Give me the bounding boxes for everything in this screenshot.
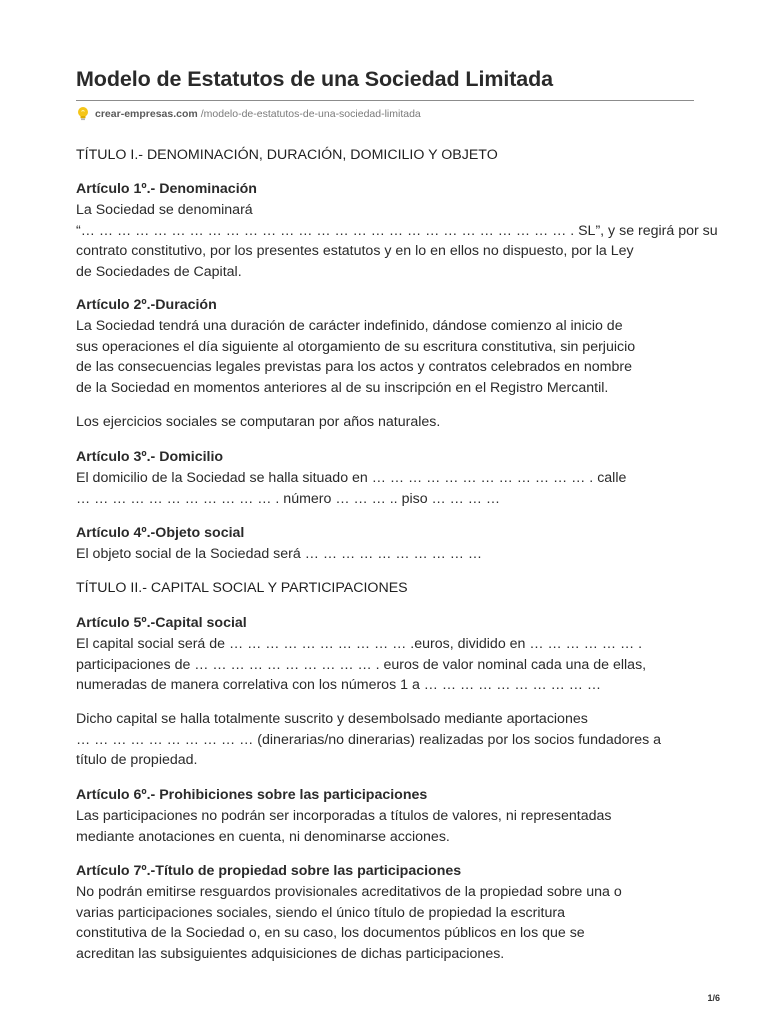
text-line: … … … … … … … … … … … . número … … … .. piso … … … … [76, 490, 501, 507]
article-2-extra: Los ejercicios sociales se computaran por años naturales. [76, 414, 441, 430]
article-4-heading: Artículo 4º.-Objeto social [76, 525, 245, 541]
title-i-heading: TÍTULO I.- DENOMINACIÓN, DURACIÓN, DOMICILIO Y OBJETO [76, 147, 498, 163]
article-3-heading: Artículo 3º.- Domicilio [76, 449, 224, 465]
text-line: El objeto social de la Sociedad será … … … … … … … … … … [76, 546, 483, 562]
article-5-heading: Artículo 5º.-Capital social [76, 615, 247, 631]
text-line: contrato constitutivo, por los presentes estatutos y en lo en ellos no dispuesto, por la Ley [76, 243, 634, 260]
article-7-text [76, 882, 694, 965]
article-6-text [76, 806, 694, 847]
text-line: sus operaciones el día siguiente al otorgamiento de su escritura constitutiva, sin perjuicio [76, 338, 636, 355]
text-line: Las participaciones no podrán ser incorporadas a títulos de valores, ni representadas [76, 808, 612, 824]
page-number: 1/6 [707, 993, 720, 1003]
text-line: numeradas de manera correlativa con los números 1 a … … … … … … … … … … [76, 677, 602, 694]
source-domain[interactable]: crear-empresas.com [95, 108, 198, 120]
text-line: La Sociedad se denominará [76, 202, 253, 218]
text-line: Dicho capital se halla totalmente suscrito y desembolsado mediante aportaciones [76, 711, 588, 727]
text-line: El domicilio de la Sociedad se halla situado en … … … … … … … … … … … … . calle [76, 470, 627, 486]
article-2-text [76, 316, 694, 399]
article-5-extra [76, 709, 694, 771]
text-line: … … … … … … … … … … (dinerarias/no dinerarias) realizadas por los socios fundadores a [76, 731, 662, 748]
text-line: de Sociedades de Capital. [76, 264, 242, 281]
text-line: El capital social será de … … … … … … … … … … .euros, dividido en … … … … … … . [76, 636, 643, 652]
article-1-heading: Artículo 1º.- Denominación [76, 181, 257, 197]
article-3-text [76, 468, 694, 509]
text-line: de las consecuencias legales previstas para los actos y contratos celebrados en nombre [76, 359, 632, 376]
text-line: mediante anotaciones en cuenta, ni denominarse acciones. [76, 828, 450, 845]
text-line: varias participaciones sociales, siendo el único título de propiedad la escritura [76, 904, 565, 921]
text-line: de la Sociedad en momentos anteriores al de su inscripción en el Registro Mercantil. [76, 380, 609, 397]
article-4-text [76, 544, 694, 565]
source-path[interactable]: /modelo-de-estatutos-de-una-sociedad-limitada [200, 108, 421, 120]
article-2-heading: Artículo 2º.-Duración [76, 297, 217, 313]
text-line: título de propiedad. [76, 752, 198, 769]
text-line: La Sociedad tendrá una duración de carácter indefinido, dándose comienzo al inicio de [76, 318, 623, 334]
text-line: No podrán emitirse resguardos provisionales acreditativos de la propiedad sobre una o [76, 884, 622, 900]
article-1-text [76, 200, 718, 283]
text-line: constitutiva de la Sociedad o, en su caso, los documentos públicos en los que se [76, 925, 585, 942]
document-title: Modelo de Estatutos de una Sociedad Limitada [76, 67, 554, 91]
text-line: acreditan las subsiguientes adquisiciones de dichas participaciones. [76, 946, 505, 963]
article-7-heading: Artículo 7º.-Título de propiedad sobre las participaciones [76, 863, 462, 879]
article-5-text [76, 634, 694, 696]
title-ii-heading: TÍTULO II.- CAPITAL SOCIAL Y PARTICIPACIONES [76, 580, 408, 596]
article-6-heading: Artículo 6º.- Prohibiciones sobre las participaciones [76, 787, 428, 803]
text-line: participaciones de … … … … … … … … … … . euros de valor nominal cada una de ellas, [76, 656, 647, 673]
text-line: “… … … … … … … … … … … … … … … … … … … … … … … … … … … . SL”, y se regirá por su [76, 222, 718, 239]
